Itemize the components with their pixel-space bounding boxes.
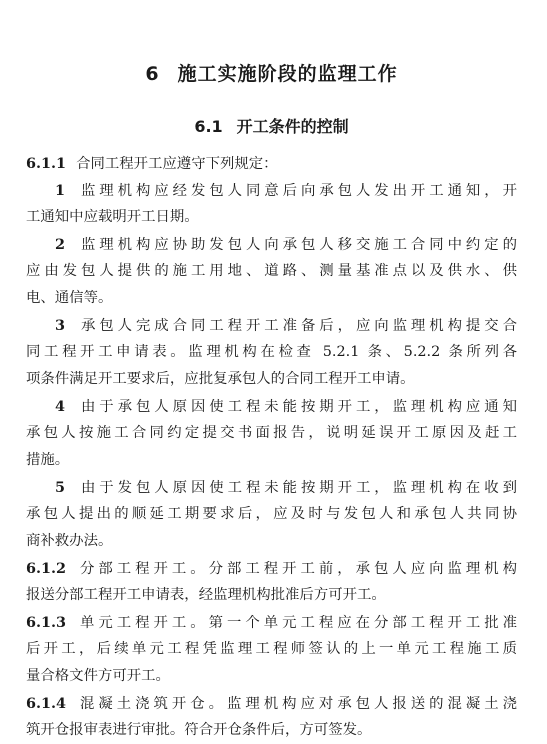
section-title — [26, 112, 517, 142]
clause-6-1-3-line-3: 量合格文件方可开工。 — [26, 668, 170, 684]
item-text: 监理机构应协助发包人向承包人移交施工合同中约定的 — [77, 237, 517, 253]
item-3-line-1 — [26, 312, 517, 339]
clause-number: 6.1.2 — [26, 560, 67, 577]
item-1-line-2: 工通知中应载明开工日期。 — [26, 209, 199, 225]
item-2-line-3: 电、通信等。 — [26, 290, 113, 306]
item-text: 承包人完成合同工程开工准备后，应向监理机构提交合 — [77, 318, 517, 334]
clause-text: 分部工程开工。分部工程开工前，承包人应向监理机构 — [76, 561, 517, 577]
clause-6-1-2-line-1 — [26, 555, 517, 582]
item-text: 监理机构应经发包人同意后向承包人发出开工通知，开 — [77, 183, 517, 199]
clause-6-1-2-line-2: 报送分部工程开工申请表，经监理机构批准后方可开工。 — [26, 587, 386, 603]
item-4-line-1 — [26, 393, 517, 420]
chapter-title-text: 施工实施阶段的监理工作 — [177, 63, 398, 85]
clause-number: 6.1.4 — [26, 695, 67, 712]
section-title-text: 开工条件的控制 — [236, 117, 349, 136]
item-text: 由于承包人原因使工程未能按期开工，监理机构应通知 — [77, 399, 517, 415]
item-number: 3 — [55, 317, 66, 334]
item-3-line-2: 同工程开工申请表。监理机构在检查 5.2.1 条、5.2.2 条所列各 — [26, 344, 517, 360]
item-5-line-3: 商补救办法。 — [26, 533, 113, 549]
clause-number: 6.1.3 — [26, 614, 67, 631]
item-5-line-2: 承包人提出的顺延工期要求后，应及时与发包人和承包人共同协 — [26, 506, 517, 522]
clause-text: 合同工程开工应遵守下列规定： — [76, 156, 278, 172]
item-number: 4 — [55, 398, 66, 415]
item-5-line-1 — [26, 474, 517, 501]
clause-6-1-4-line-1 — [26, 690, 517, 717]
clause-6-1-3-line-2: 后开工，后续单元工程凭监理工程师签认的上一单元工程施工质 — [26, 641, 517, 657]
item-2-line-2: 应由发包人提供的施工用地、道路、测量基准点以及供水、供 — [26, 263, 517, 279]
clause-6-1-4-line-2: 筑开仓报审表进行审批。符合开仓条件后，方可签发。 — [26, 722, 372, 738]
item-4-line-2: 承包人按施工合同约定提交书面报告，说明延误开工原因及赶工 — [26, 425, 517, 441]
item-number: 5 — [55, 479, 66, 496]
clause-6-1-1 — [26, 150, 517, 177]
section-body — [26, 150, 517, 744]
item-number: 1 — [55, 182, 66, 199]
item-1-line-1 — [26, 177, 517, 204]
chapter-number: 6 — [145, 63, 160, 85]
item-2-line-1 — [26, 231, 517, 258]
clause-number: 6.1.1 — [26, 155, 67, 172]
item-text: 由于发包人原因使工程未能按期开工，监理机构在收到 — [77, 480, 517, 496]
chapter-title — [26, 58, 517, 90]
clause-6-1-3-line-1 — [26, 609, 517, 636]
item-number: 2 — [55, 236, 66, 253]
section-number: 6.1 — [194, 117, 223, 136]
item-3-line-3: 项条件满足开工要求后，应批复承包人的合同工程开工申请。 — [26, 371, 415, 387]
clause-text: 混凝土浇筑开仓。监理机构应对承包人报送的混凝土浇 — [76, 696, 517, 712]
item-4-line-3: 措施。 — [26, 452, 70, 468]
clause-text: 单元工程开工。第一个单元工程应在分部工程开工批准 — [76, 615, 517, 631]
